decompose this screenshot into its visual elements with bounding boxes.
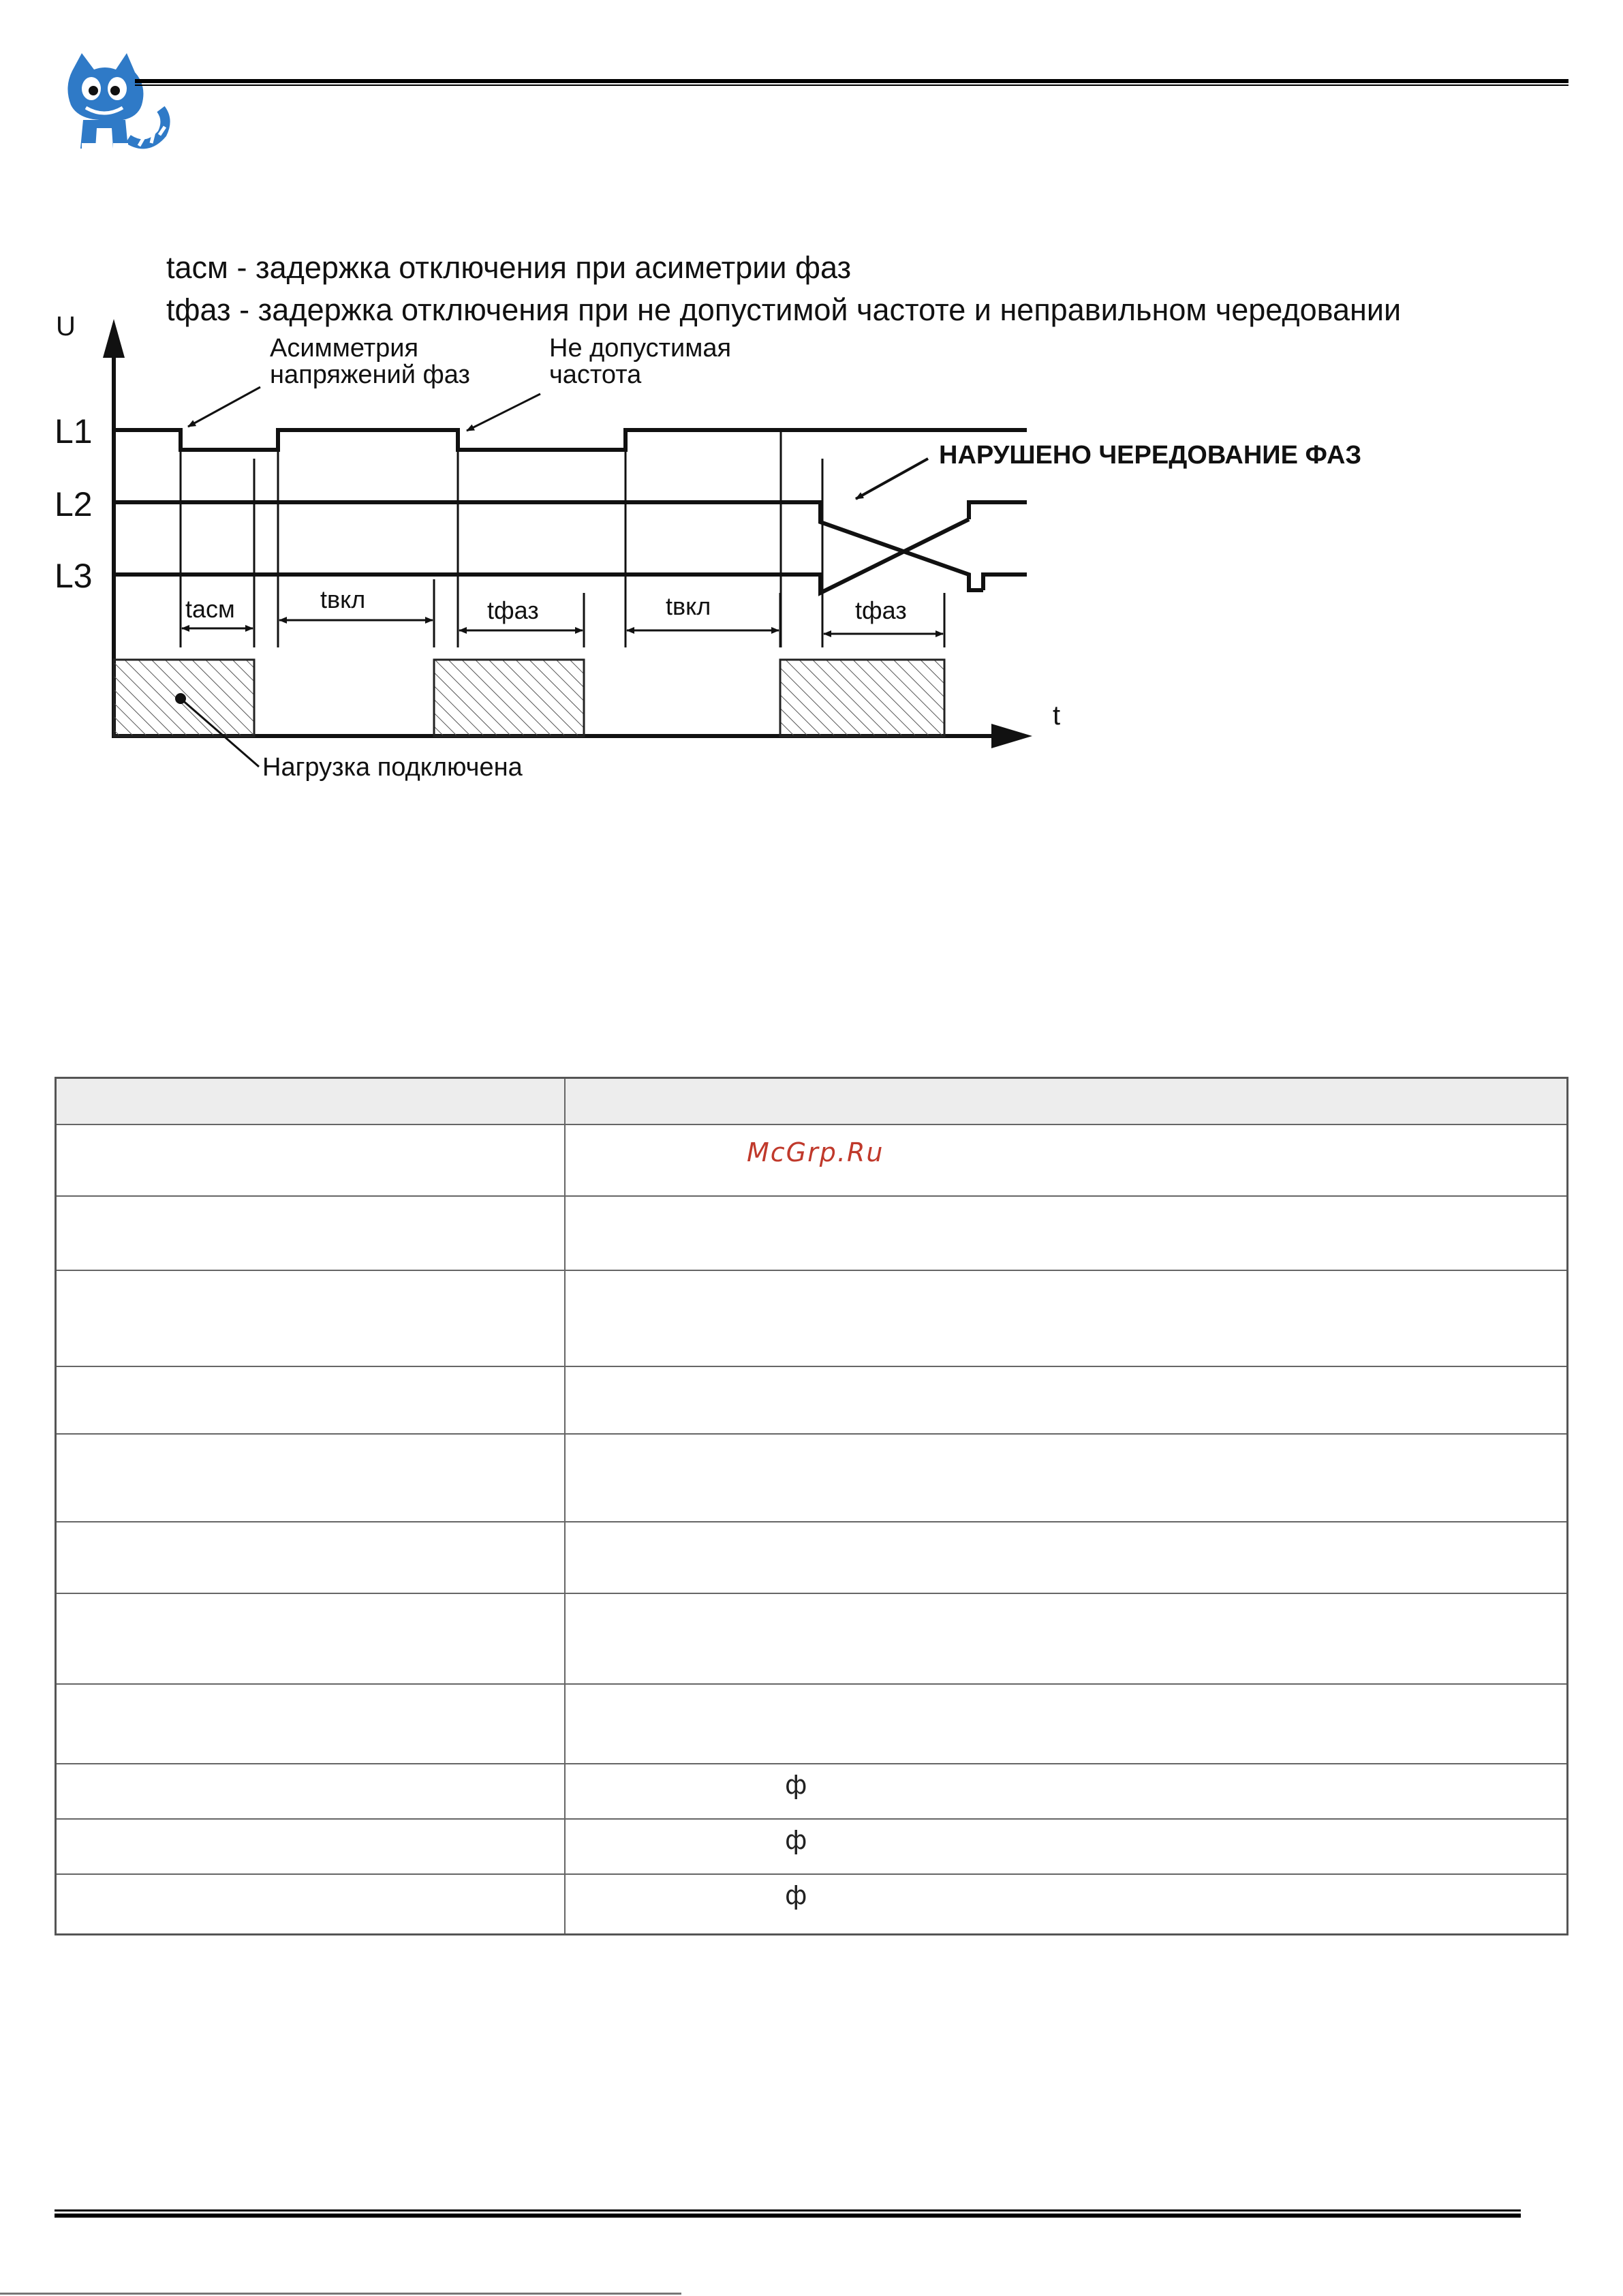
annotation-frequency-line2: частота: [549, 361, 642, 389]
table-cell: [565, 1684, 1568, 1764]
table-row: [56, 1196, 1568, 1270]
table-cell: [56, 1819, 566, 1874]
table-row: [56, 1593, 1568, 1684]
definition-tfaz: tфаз - задержка отключения при не допустимой частоте и неправильном чередовании: [166, 292, 1402, 327]
phase-label-l2: L2: [55, 485, 93, 523]
table-header-cell: [565, 1078, 1568, 1125]
annotation-asymmetry-line1: Асимметрия: [270, 334, 419, 363]
interval-label-tvkl-1: tвкл: [320, 585, 366, 613]
x-axis-label: t: [1053, 701, 1061, 731]
phase-symbol: ф: [785, 1770, 807, 1801]
annotation-phase-rotation: НАРУШЕНО ЧЕРЕДОВАНИЕ ФАЗ: [939, 441, 1362, 470]
load-block: [434, 660, 584, 736]
cat-mascot-logo-icon: [52, 52, 171, 154]
table-cell: [565, 1819, 1568, 1874]
table-row: [56, 1366, 1568, 1434]
load-block: [780, 660, 944, 736]
definition-tasm: tасм - задержка отключения при асиметрии фаз: [166, 250, 852, 285]
table-cell: [56, 1684, 566, 1764]
y-axis-arrow-icon: [103, 319, 125, 358]
annotation-frequency-line1: Не допустимая: [549, 334, 732, 363]
interval-label-tfaz-1: tфаз: [487, 596, 539, 624]
table-cell: [565, 1124, 1568, 1196]
interval-label-tvkl-2: tвкл: [666, 592, 711, 620]
table-cell: [56, 1124, 566, 1196]
table-row: [56, 1874, 1568, 1935]
x-axis-arrow-icon: [991, 724, 1032, 748]
table-row: [56, 1270, 1568, 1366]
table-cell: [56, 1366, 566, 1434]
table-cell: [565, 1874, 1568, 1935]
table-row: [56, 1124, 1568, 1196]
header-rule: [135, 79, 1568, 86]
table-header-cell: [56, 1078, 566, 1125]
table-cell: [56, 1764, 566, 1819]
table-row: [56, 1434, 1568, 1522]
table-cell: [56, 1874, 566, 1935]
table-cell: [56, 1522, 566, 1593]
table-row: [56, 1819, 1568, 1874]
table-cell: [565, 1434, 1568, 1522]
table-cell: [56, 1434, 566, 1522]
table-cell: [565, 1270, 1568, 1366]
annotation-asymmetry-line2: напряжений фаз: [270, 361, 470, 389]
table-row: [56, 1684, 1568, 1764]
table-row: [56, 1522, 1568, 1593]
table-cell: [56, 1196, 566, 1270]
page-edge-line: [0, 2293, 681, 2295]
phase-line-l1: [114, 430, 1027, 450]
interval-label-tfaz-2: tфаз: [855, 596, 907, 624]
phase-label-l3: L3: [55, 557, 93, 595]
table-header-row: [56, 1078, 1568, 1125]
phase-symbol: ф: [785, 1880, 807, 1910]
table-cell: [565, 1593, 1568, 1684]
table-cell: [565, 1196, 1568, 1270]
table-row: [56, 1764, 1568, 1819]
table-cell: [565, 1764, 1568, 1819]
phase-symbol: ф: [785, 1824, 807, 1855]
interval-label-tasm: tасм: [185, 595, 235, 623]
specifications-table: [55, 1077, 1568, 1935]
table-cell: [565, 1522, 1568, 1593]
table-cell: [565, 1366, 1568, 1434]
table-cell: [56, 1270, 566, 1366]
phase-label-l1: L1: [55, 412, 93, 450]
footer-rule: [55, 2209, 1521, 2218]
watermark-text: McGrp.Ru: [747, 1137, 884, 1167]
table-cell: [56, 1593, 566, 1684]
y-axis-label: U: [56, 311, 76, 341]
annotation-load-connected: Нагрузка подключена: [262, 753, 523, 782]
